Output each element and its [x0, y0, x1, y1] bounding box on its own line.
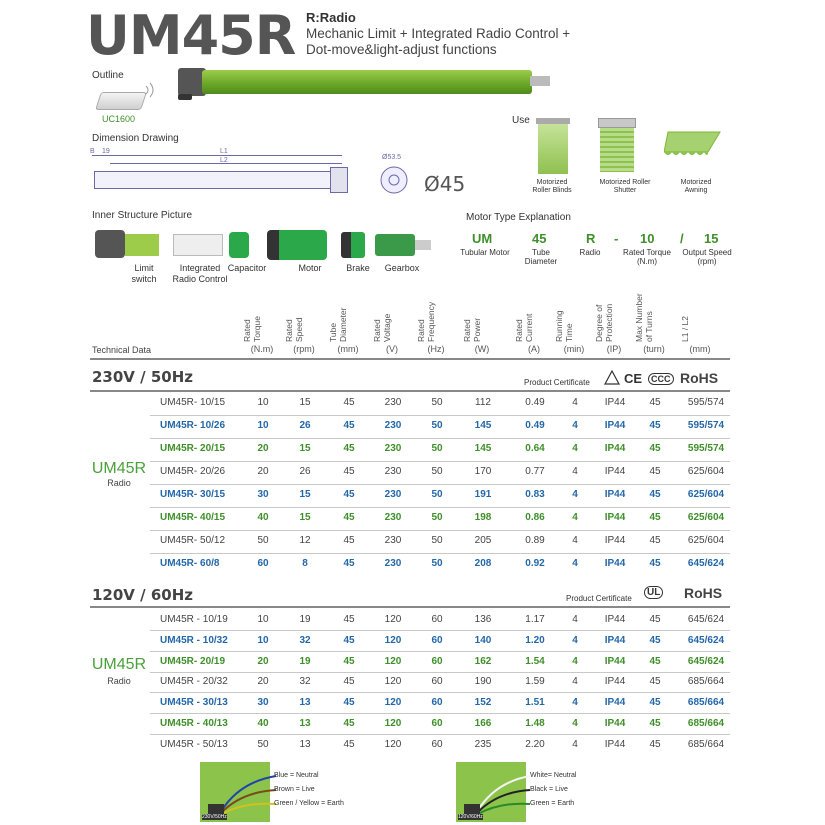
caption-radio: Radio	[579, 248, 601, 257]
row-divider	[150, 692, 730, 693]
group2-divider	[90, 606, 730, 608]
table-cell: 1.51	[525, 697, 545, 709]
table-cell: 625/604	[687, 466, 725, 477]
column-name: Rated Voltage	[372, 313, 392, 342]
table-cell: 4	[572, 466, 578, 477]
table-cell: 19	[299, 655, 311, 667]
table-cell: 4	[572, 634, 578, 646]
caption-speed: Output Speed (rpm)	[682, 248, 732, 266]
table-cell: 15	[299, 512, 311, 523]
table-cell: 140	[474, 634, 492, 646]
product-cert-label-1: Product Certificate	[524, 378, 590, 387]
table-cell: 50	[431, 420, 443, 431]
roller-shutter-icon	[598, 118, 640, 176]
table-cell: 1.20	[525, 634, 545, 646]
table-cell: 50	[431, 489, 443, 500]
table-cell: 230	[384, 512, 402, 523]
model-name: UM45R- 20/15	[160, 443, 226, 454]
table-cell: 595/574	[687, 397, 725, 408]
feature-line-2: Dot-move&light-adjust functions	[306, 42, 497, 57]
code-um: UM	[472, 231, 493, 246]
header-divider	[90, 358, 730, 360]
table-cell: 4	[572, 718, 578, 729]
table-cell: 45	[649, 558, 661, 569]
code-r: R	[586, 231, 596, 246]
table-cell: 4	[572, 489, 578, 500]
table-cell: IP44	[604, 466, 626, 477]
table-cell: 40	[257, 512, 269, 523]
table-cell: 4	[572, 614, 578, 625]
model-name: UM45R - 10/19	[160, 614, 228, 625]
row-divider	[150, 530, 730, 531]
code-45: 45	[532, 231, 547, 246]
rohs-icon-2: RoHS	[684, 585, 723, 601]
model-name: UM45R- 20/26	[160, 466, 226, 477]
cross-section-drawing: Ø53.5	[370, 160, 410, 200]
motor-type-label: Motor Type Explanation	[466, 212, 571, 223]
table-cell: 230	[384, 535, 402, 546]
table-cell: 112	[475, 397, 491, 408]
table-cell: IP44	[604, 614, 626, 625]
column-unit: (N.m)	[250, 344, 274, 354]
table-cell: 60	[431, 697, 443, 709]
table-cell: 45	[343, 655, 355, 667]
table-cell: 45	[649, 535, 661, 546]
use-caption-blinds: Motorized Roller Blinds	[532, 179, 572, 194]
remote-model-label: UC1600	[102, 114, 136, 124]
caption-torque: Rated Torque (N.m)	[623, 248, 671, 266]
table-cell: 45	[649, 718, 661, 729]
table-cell: IP44	[604, 676, 626, 688]
model-name: UM45R - 40/13	[160, 718, 228, 729]
table-cell: 1.59	[525, 676, 545, 688]
model-name: UM45R - 50/13	[160, 738, 228, 750]
table-cell: 50	[257, 738, 269, 750]
table-cell: 4	[572, 558, 578, 569]
table-cell: 0.77	[525, 466, 545, 477]
column-unit: (min)	[563, 344, 585, 354]
table-cell: IP44	[604, 443, 626, 454]
table-cell: IP44	[604, 512, 626, 523]
table-cell: 30	[257, 697, 269, 709]
part-limit-switch: Limit switch	[131, 263, 157, 284]
part-capacitor: Capacitor	[227, 263, 267, 273]
series-sub-2: Radio	[107, 676, 131, 686]
row-divider	[150, 713, 730, 714]
table-cell: 45	[343, 738, 355, 750]
table-cell: 205	[474, 535, 492, 546]
row-divider	[150, 415, 730, 416]
table-cell: 60	[431, 634, 443, 646]
model-name: UM45R- 50/12	[160, 535, 226, 546]
table-cell: 45	[343, 489, 355, 500]
table-cell: 120	[384, 738, 402, 750]
column-name: L1 / L2	[680, 316, 690, 342]
column-unit: (turn)	[643, 344, 665, 354]
table-cell: 0.86	[525, 512, 545, 523]
table-cell: 235	[474, 738, 492, 750]
warning-cert-icon	[604, 370, 620, 388]
series-label-1: UM45R	[91, 460, 147, 477]
table-cell: 685/664	[687, 676, 725, 688]
table-cell: 60	[431, 718, 443, 729]
diameter-label: Ø45	[424, 172, 466, 196]
wire-label-green: Green = Earth	[530, 800, 575, 807]
table-cell: 2.20	[525, 738, 545, 750]
table-cell: 50	[431, 512, 443, 523]
table-cell: 45	[343, 443, 355, 454]
table-cell: 45	[649, 397, 661, 408]
column-name: Rated Speed	[284, 317, 304, 342]
column-unit: (mm)	[689, 344, 711, 354]
table-cell: 45	[343, 676, 355, 688]
row-divider	[150, 553, 730, 554]
table-cell: 4	[572, 697, 578, 709]
table-cell: 45	[649, 676, 661, 688]
table-cell: 45	[649, 443, 661, 454]
table-cell: 15	[299, 489, 311, 500]
table-cell: 32	[299, 634, 311, 646]
table-cell: 13	[299, 718, 311, 729]
table-cell: 230	[384, 489, 402, 500]
table-cell: 645/624	[687, 614, 725, 625]
table-cell: 145	[474, 443, 492, 454]
table-cell: IP44	[604, 397, 626, 408]
table-cell: 595/574	[687, 443, 725, 454]
table-cell: 120	[384, 614, 402, 625]
motor-outline-image	[178, 64, 558, 104]
table-cell: 45	[649, 489, 661, 500]
table-cell: 13	[299, 697, 311, 709]
table-cell: 685/664	[687, 697, 725, 709]
column-name: Rated Torque	[242, 316, 262, 342]
table-cell: 45	[343, 466, 355, 477]
caption-diameter: Tube Diameter	[524, 248, 558, 266]
row-divider	[150, 484, 730, 485]
row-divider	[150, 507, 730, 508]
table-cell: 1.54	[525, 655, 545, 667]
column-unit: (rpm)	[293, 344, 315, 354]
column-unit: (IP)	[606, 344, 622, 354]
table-cell: 208	[474, 558, 492, 569]
table-cell: 45	[343, 397, 355, 408]
table-cell: 60	[431, 676, 443, 688]
table-cell: 20	[257, 655, 269, 667]
part-motor: Motor	[298, 263, 322, 273]
table-cell: 0.49	[525, 397, 545, 408]
table-cell: 13	[299, 738, 311, 750]
column-header-2	[328, 288, 376, 342]
table-cell: 45	[343, 420, 355, 431]
table-cell: 15	[299, 397, 311, 408]
table-cell: 45	[649, 614, 661, 625]
table-cell: IP44	[604, 697, 626, 709]
table-cell: 45	[343, 535, 355, 546]
table-cell: IP44	[604, 634, 626, 646]
table-cell: 45	[343, 512, 355, 523]
model-name: UM45R- 10/15	[160, 397, 226, 408]
table-cell: 166	[474, 718, 492, 729]
table-cell: 45	[343, 634, 355, 646]
table-cell: 625/604	[687, 512, 725, 523]
roller-blind-icon	[536, 118, 576, 176]
wiring-tag-230v: 230V/50Hz	[202, 814, 227, 820]
model-name: UM45R - 10/32	[160, 634, 228, 646]
table-cell: 10	[257, 614, 269, 625]
dimension-drawing: B 19 L1 L2	[90, 145, 375, 200]
use-label: Use	[512, 115, 530, 126]
column-name: Rated Power	[462, 317, 482, 342]
model-title: UM45R	[86, 4, 296, 67]
product-cert-label-2: Product Certificate	[566, 594, 632, 603]
table-cell: 8	[302, 558, 308, 569]
table-cell: 45	[649, 634, 661, 646]
column-header-0	[242, 288, 290, 342]
table-cell: IP44	[604, 558, 626, 569]
table-cell: IP44	[604, 718, 626, 729]
table-cell: 20	[257, 466, 269, 477]
inner-structure-label: Inner Structure Picture	[92, 210, 193, 221]
table-cell: 10	[257, 397, 269, 408]
model-name: UM45R- 10/26	[160, 420, 226, 431]
wire-label-white: White= Neutral	[530, 772, 577, 779]
table-cell: 0.83	[525, 489, 545, 500]
dimension-label: Dimension Drawing	[92, 133, 179, 144]
caption-tubular: Tubular Motor	[460, 248, 510, 257]
table-cell: 4	[572, 443, 578, 454]
table-cell: 191	[474, 489, 492, 500]
part-gearbox: Gearbox	[384, 263, 420, 273]
table-cell: 230	[384, 420, 402, 431]
column-unit: (A)	[528, 344, 540, 354]
cert-logos-2	[644, 584, 734, 606]
table-cell: 45	[343, 697, 355, 709]
table-cell: 60	[431, 655, 443, 667]
code-15: 15	[704, 231, 719, 246]
column-name: Max Number of Turns	[634, 293, 654, 342]
code-10: 10	[640, 231, 655, 246]
code-dash: -	[614, 231, 619, 246]
model-name: UM45R- 40/15	[160, 512, 226, 523]
column-header-5	[462, 288, 510, 342]
table-cell: 45	[649, 466, 661, 477]
row-divider	[150, 672, 730, 673]
column-unit: (Hz)	[427, 344, 445, 354]
table-cell: 20	[257, 676, 269, 688]
table-cell: 685/664	[687, 718, 725, 729]
table-cell: 45	[649, 655, 661, 667]
table-cell: 0.89	[525, 535, 545, 546]
table-cell: 4	[572, 397, 578, 408]
table-cell: 120	[384, 655, 402, 667]
table-cell: IP44	[604, 738, 626, 750]
table-cell: 32	[299, 676, 311, 688]
table-cell: 50	[431, 466, 443, 477]
wiring-diagram-120v	[456, 762, 636, 824]
table-cell: 625/604	[687, 489, 725, 500]
table-cell: 4	[572, 420, 578, 431]
column-header-1	[284, 288, 332, 342]
table-cell: 45	[649, 512, 661, 523]
column-unit: (V)	[386, 344, 398, 354]
column-header-9	[634, 288, 682, 342]
table-cell: 10	[257, 634, 269, 646]
column-header-10	[680, 288, 728, 342]
use-caption-awning: Motorized Awning	[680, 179, 712, 194]
table-cell: 0.49	[525, 420, 545, 431]
table-cell: 230	[384, 397, 402, 408]
voltage-heading-1: 230V / 50Hz	[92, 368, 194, 386]
table-cell: 26	[299, 466, 311, 477]
table-cell: 4	[572, 655, 578, 667]
table-cell: IP44	[604, 489, 626, 500]
table-cell: 625/604	[687, 535, 725, 546]
cert-logos-1	[604, 370, 724, 388]
table-cell: 645/624	[687, 655, 725, 667]
ce-icon: CE	[624, 371, 643, 386]
table-cell: 0.92	[525, 558, 545, 569]
outline-label: Outline	[92, 70, 124, 81]
table-cell: 50	[431, 397, 443, 408]
use-caption-shutter: Motorized Roller Shutter	[599, 179, 651, 194]
table-cell: IP44	[604, 535, 626, 546]
table-cell: 4	[572, 512, 578, 523]
signal-icon	[142, 80, 162, 100]
part-brake: Brake	[346, 263, 370, 273]
inner-structure-image	[95, 226, 435, 262]
code-slash: /	[680, 231, 684, 246]
wiring-diagram-230v	[200, 762, 380, 824]
column-name: Running Time	[554, 310, 574, 342]
table-cell: 10	[257, 420, 269, 431]
table-cell: 120	[384, 634, 402, 646]
model-name: UM45R - 30/13	[160, 697, 228, 709]
table-cell: 170	[474, 466, 492, 477]
table-cell: 685/664	[687, 738, 725, 750]
wire-label-brown: Brown = Live	[274, 786, 315, 793]
table-cell: IP44	[604, 420, 626, 431]
rohs-icon: RoHS	[680, 370, 719, 386]
column-name: Rated Current	[514, 313, 534, 342]
table-cell: 50	[431, 443, 443, 454]
model-name: UM45R- 20/19	[160, 655, 226, 667]
feature-line-1: Mechanic Limit + Integrated Radio Control +	[306, 26, 571, 41]
table-cell: 15	[299, 443, 311, 454]
table-cell: 60	[431, 614, 443, 625]
ul-icon: UL	[644, 586, 663, 599]
column-name: Tube Diameter	[328, 307, 348, 342]
table-cell: 230	[384, 558, 402, 569]
table-cell: 145	[474, 420, 492, 431]
column-name: Degree of Protection	[594, 303, 614, 342]
table-cell: 136	[474, 614, 492, 625]
table-cell: 190	[474, 676, 492, 688]
row-divider	[150, 461, 730, 462]
table-cell: 30	[257, 489, 269, 500]
table-cell: 645/624	[687, 634, 725, 646]
part-radio-control: Integrated Radio Control	[172, 263, 228, 284]
table-cell: 4	[572, 535, 578, 546]
row-divider	[150, 651, 730, 652]
table-cell: 45	[649, 420, 661, 431]
table-cell: 230	[384, 443, 402, 454]
series-label-2: UM45R	[91, 656, 147, 673]
table-cell: 45	[649, 697, 661, 709]
wire-label-blue: Blue = Neutral	[274, 772, 319, 779]
table-cell: 19	[299, 614, 311, 625]
technical-data-label: Technical Data	[92, 345, 152, 355]
table-cell: 120	[384, 718, 402, 729]
table-cell: 645/624	[687, 558, 725, 569]
wiring-tag-120v: 120V/60Hz	[458, 814, 483, 820]
table-cell: 40	[257, 718, 269, 729]
awning-icon	[664, 128, 724, 162]
column-header-4	[416, 288, 464, 342]
column-unit: (mm)	[337, 344, 359, 354]
model-name: UM45R- 60/8	[160, 558, 220, 569]
table-cell: 50	[431, 535, 443, 546]
series-sub-1: Radio	[107, 478, 131, 488]
table-cell: 1.48	[525, 718, 545, 729]
table-cell: 45	[343, 558, 355, 569]
ccc-icon: CCC	[648, 373, 674, 385]
column-unit: (W)	[474, 344, 490, 354]
column-header-3	[372, 288, 420, 342]
row-divider	[150, 438, 730, 439]
wire-label-earth: Green / Yellow = Earth	[274, 800, 344, 807]
table-cell: 162	[474, 655, 492, 667]
table-cell: 60	[257, 558, 269, 569]
table-cell: 50	[257, 535, 269, 546]
table-cell: 0.64	[525, 443, 545, 454]
table-cell: 120	[384, 697, 402, 709]
wire-label-black: Black = Live	[530, 786, 568, 793]
table-cell: 120	[384, 676, 402, 688]
table-cell: 20	[257, 443, 269, 454]
table-cell: 45	[649, 738, 661, 750]
table-cell: 198	[474, 512, 492, 523]
model-name: UM45R- 30/15	[160, 489, 226, 500]
table-cell: 26	[299, 420, 311, 431]
table-cell: 45	[343, 718, 355, 729]
table-cell: 50	[431, 558, 443, 569]
model-name: UM45R - 20/32	[160, 676, 228, 688]
table-cell: 152	[474, 697, 492, 709]
voltage-heading-2: 120V / 60Hz	[92, 586, 194, 604]
group1-divider	[90, 390, 730, 392]
table-cell: 230	[384, 466, 402, 477]
table-cell: 4	[572, 676, 578, 688]
table-cell: IP44	[604, 655, 626, 667]
row-divider	[150, 734, 730, 735]
row-divider	[150, 630, 730, 631]
table-cell: 1.17	[525, 614, 545, 625]
table-cell: 4	[572, 738, 578, 750]
table-cell: 60	[431, 738, 443, 750]
column-name: Rated Frequency	[416, 301, 436, 342]
table-cell: 45	[343, 614, 355, 625]
table-cell: 595/574	[687, 420, 725, 431]
radio-tag: R:Radio	[306, 10, 356, 25]
table-cell: 12	[299, 535, 311, 546]
